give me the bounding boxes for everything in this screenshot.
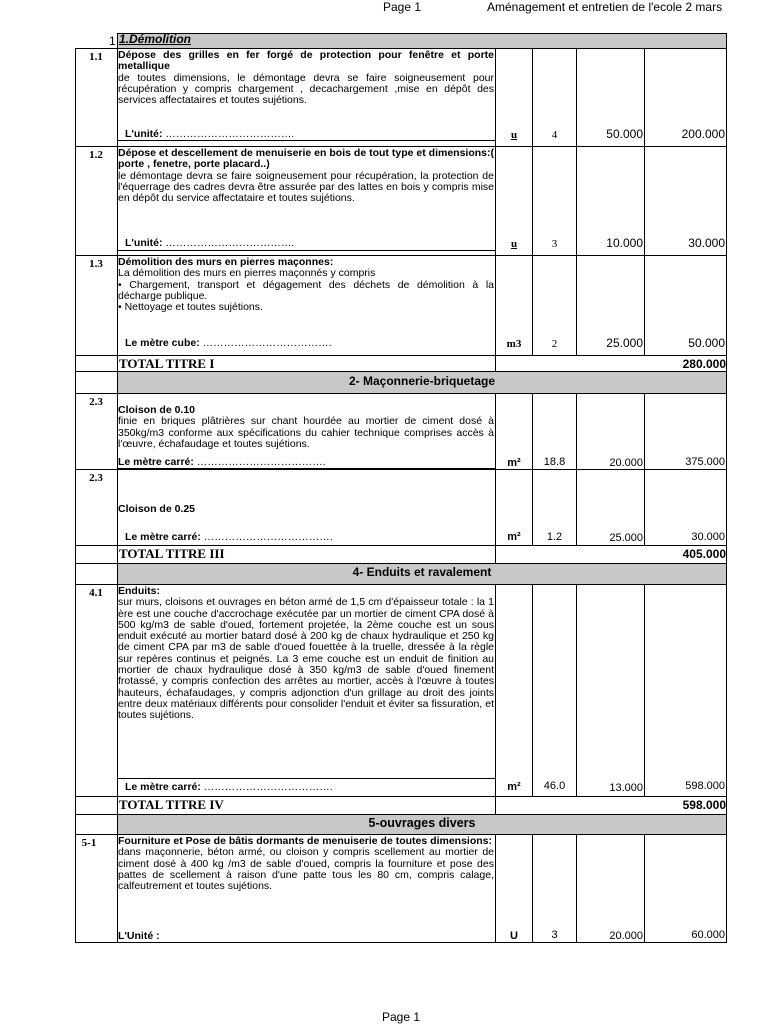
item-code: 5-1 bbox=[81, 837, 97, 849]
unit-label: Le mètre carré: ………………………………. bbox=[125, 531, 333, 543]
total-titre-3-label: TOTAL TITRE III bbox=[119, 546, 225, 561]
quantity-cell: 18.8 bbox=[543, 456, 566, 468]
item-description bbox=[118, 586, 494, 722]
quantity-cell: 3 bbox=[551, 238, 558, 250]
unit-cell: m² bbox=[507, 457, 521, 469]
quantity-cell: 4 bbox=[551, 129, 558, 141]
section-title-maconnerie: 2- Maçonnerie-briquetage bbox=[348, 374, 496, 388]
item-description bbox=[118, 50, 494, 106]
unit-price-cell: 20.000 bbox=[609, 930, 643, 942]
section-title-ouvrages-divers: 5-ouvrages divers bbox=[368, 816, 476, 830]
section-title-enduits: 4- Enduits et ravalement bbox=[352, 565, 492, 579]
unit-cell: m² bbox=[507, 781, 521, 793]
item-title: Cloison de 0.10 bbox=[118, 404, 196, 416]
unit-label: L'Unité : bbox=[118, 930, 160, 942]
quantity-cell: 1.2 bbox=[546, 531, 563, 543]
item-description bbox=[118, 257, 494, 313]
item-text: • Nettoyage et toutes sujétions. bbox=[118, 301, 263, 314]
quantity-cell: 2 bbox=[551, 338, 558, 350]
item-code: 2.3 bbox=[89, 472, 103, 484]
item-text: le démontage devra se faire soigneusement pour récupération, la protection de l'équerrage des cadres devra être assurée par des lattes en bois y compris mise en dépôt du service affectataire et toutes sujétions. bbox=[118, 169, 494, 205]
header-document-title: Aménagement et entretien de l'ecole 2 mars bbox=[487, 0, 723, 14]
item-code: 4.1 bbox=[89, 587, 103, 599]
item-title: Cloison de 0.25 bbox=[118, 503, 196, 515]
unit-cell: U bbox=[510, 930, 518, 942]
item-title: Fourniture et Pose de bâtis dormants de menuiserie de toutes dimensions: bbox=[118, 835, 492, 847]
header-page-number: Page 1 bbox=[383, 0, 422, 14]
amount-cell: 30.000 bbox=[691, 531, 725, 543]
amount-cell: 375.000 bbox=[685, 456, 725, 468]
item-text: dans maçonnerie, béton armé, ou cloison y compris scellement au mortier de ciment dosé à 400 kg /m3 de sable d'oued, compris la fourniture et pose des pattes de scellement à raison d'une patte tous les 80 cm, compris calage, calfeutrement et toutes sujétions. bbox=[118, 846, 494, 893]
quantity-cell: 3 bbox=[551, 929, 558, 941]
unit-cell: u bbox=[510, 238, 518, 250]
amount-cell: 30.000 bbox=[688, 236, 725, 250]
item-description bbox=[118, 504, 494, 515]
unit-price-cell: 25.000 bbox=[609, 532, 643, 544]
section-title-demolition: 1.Démolition bbox=[119, 32, 192, 46]
section-band-1 bbox=[118, 33, 727, 48]
item-title: Enduits: bbox=[118, 585, 160, 597]
item-text: sur murs, cloisons et ouvrages en béton armé de 1,5 cm d'épaisseur totale : la 1 ère est une couche d'accrochage exécutée par un mortier de ciment CPA dosé à 500 kg/m3 de sable d'oued, fortement projetée, la 2ème couche est un sous enduit exécuté au mortier batard dosé à 200 kg de chaux hydraulique et 250 kg de ciment CPA par m3 de sable d'oued fouettée à la truelle, dressée à la règle sur repères continus et peignés. La 3 eme couche est un enduit de finition au mortier de chaux hydraulique dosé à 350 kg/m3 de sable d'oued finement frotassé, y compris confection des arrêtes au mortier, accès à l'œuvre à toutes hauteurs, échafaudages, y compris adjonction d'un grillage au droit des joints entre deux matériaux différents pour consolider l'enduit et éviter sa fissuration, et toutes sujétions. bbox=[118, 596, 494, 722]
unit-price-cell: 13.000 bbox=[609, 782, 643, 794]
item-description bbox=[118, 405, 494, 450]
amount-cell: 50.000 bbox=[688, 336, 725, 350]
unit-price-cell: 50.000 bbox=[606, 127, 643, 141]
item-code: 1.2 bbox=[89, 149, 103, 161]
unit-price-cell: 20.000 bbox=[609, 457, 643, 469]
unit-cell: u bbox=[510, 129, 518, 141]
item-text: finie en briques plâtrières sur chant hourdée au mortier de ciment dosé à 350kg/m3 conforme aux spécifications du cahier technique comprises accès à l'œuvre, échafaudage et toutes sujétions. bbox=[118, 415, 494, 450]
amount-cell: 200.000 bbox=[681, 127, 725, 141]
unit-label: L'unité: ………………………………. bbox=[125, 237, 295, 249]
unit-cell: m3 bbox=[506, 338, 522, 350]
total-titre-1-value: 280.000 bbox=[682, 357, 726, 371]
item-code: 2.3 bbox=[89, 396, 103, 408]
amount-cell: 598.000 bbox=[685, 780, 725, 792]
item-title: Démolition des murs en pierres maçonnes: bbox=[118, 256, 334, 268]
item-title: Dépose des grilles en fer forgé de protection pour fenêtre et porte metallique bbox=[118, 49, 494, 73]
item-text: • Chargement, transport et dégagement des déchets de démolition à la décharge publique. bbox=[118, 278, 494, 302]
unit-label: Le mètre cube: ………………………………. bbox=[125, 337, 332, 349]
total-titre-4-value: 598.000 bbox=[682, 798, 726, 812]
quantity-cell: 46.0 bbox=[543, 780, 566, 792]
amount-cell: 60.000 bbox=[691, 929, 725, 941]
unit-price-cell: 10.000 bbox=[606, 236, 643, 250]
unit-price-cell: 25.000 bbox=[606, 336, 643, 350]
total-titre-4-label: TOTAL TITRE IV bbox=[119, 797, 224, 812]
footer-page-number: Page 1 bbox=[382, 1010, 421, 1024]
unit-label: Le mètre carré: ………………………………. bbox=[125, 781, 333, 793]
item-text: La démolition des murs en pierres maçonnés y compris bbox=[118, 267, 376, 280]
row-number: 1 bbox=[109, 34, 116, 48]
unit-label: Le mètre carré: ………………………………. bbox=[118, 456, 326, 468]
total-titre-1-label: TOTAL TITRE I bbox=[119, 356, 215, 371]
item-description bbox=[118, 836, 494, 892]
unit-cell: m² bbox=[507, 531, 521, 543]
item-title: Dépose et descellement de menuiserie en bois de tout type et dimensions:( porte , fenetre, porte placard..) bbox=[118, 147, 494, 171]
unit-label: L'unité: ………………………………. bbox=[125, 128, 295, 140]
item-code: 1.1 bbox=[89, 51, 103, 63]
item-description bbox=[118, 148, 494, 204]
total-titre-3-value: 405.000 bbox=[682, 547, 726, 561]
item-code: 1.3 bbox=[89, 258, 103, 270]
item-text: de toutes dimensions, le démontage devra se faire soigneusement pour récupération y compris chargement , decachargement ,mise en dépôt des services affectataires et toutes sujétions. bbox=[118, 71, 494, 107]
